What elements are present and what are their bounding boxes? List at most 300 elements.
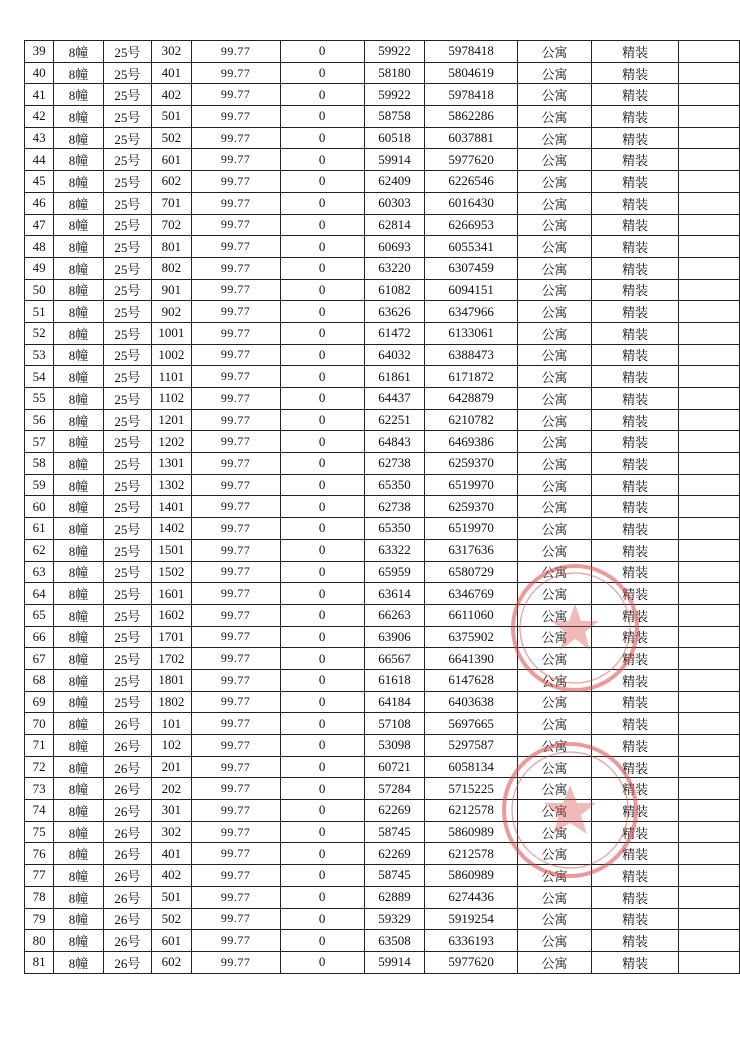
- area-cell: 99.77: [191, 691, 280, 713]
- unit-price-cell: 64843: [364, 431, 425, 453]
- table-row: [25, 496, 740, 518]
- building-cell: 8幢: [54, 171, 104, 193]
- ratio-cell: 0: [280, 496, 364, 518]
- room-cell: 201: [152, 756, 192, 778]
- unit-cell: 26号: [103, 821, 151, 843]
- unit-cell: 25号: [103, 453, 151, 475]
- usage-cell: 公寓: [517, 886, 591, 908]
- usage-cell: 公寓: [517, 930, 591, 952]
- building-cell: 8幢: [54, 713, 104, 735]
- unit-price-cell: 63508: [364, 930, 425, 952]
- building-cell: 8幢: [54, 409, 104, 431]
- usage-cell: 公寓: [517, 431, 591, 453]
- area-cell: 99.77: [191, 539, 280, 561]
- usage-cell: 公寓: [517, 322, 591, 344]
- remarks-cell: [679, 843, 740, 865]
- total-price-cell: 6226546: [425, 171, 518, 193]
- unit-cell: 25号: [103, 344, 151, 366]
- ratio-cell: 0: [280, 713, 364, 735]
- decoration-cell: 精装: [592, 778, 679, 800]
- row-number-cell: 48: [25, 236, 54, 258]
- row-number-cell: 62: [25, 539, 54, 561]
- decoration-cell: 精装: [592, 756, 679, 778]
- unit-price-cell: 59329: [364, 908, 425, 930]
- table-row: [25, 322, 740, 344]
- unit-price-cell: 58745: [364, 865, 425, 887]
- decoration-cell: 精装: [592, 192, 679, 214]
- ratio-cell: 0: [280, 756, 364, 778]
- area-cell: 99.77: [191, 192, 280, 214]
- unit-cell: 25号: [103, 301, 151, 323]
- unit-cell: 25号: [103, 366, 151, 388]
- unit-cell: 25号: [103, 388, 151, 410]
- room-cell: 802: [152, 257, 192, 279]
- building-cell: 8幢: [54, 257, 104, 279]
- room-cell: 102: [152, 735, 192, 757]
- usage-cell: 公寓: [517, 626, 591, 648]
- room-cell: 302: [152, 821, 192, 843]
- building-cell: 8幢: [54, 431, 104, 453]
- room-cell: 501: [152, 106, 192, 128]
- area-cell: 99.77: [191, 366, 280, 388]
- unit-price-cell: 59922: [364, 84, 425, 106]
- total-price-cell: 6317636: [425, 539, 518, 561]
- ratio-cell: 0: [280, 236, 364, 258]
- total-price-cell: 6388473: [425, 344, 518, 366]
- room-cell: 1302: [152, 474, 192, 496]
- unit-cell: 25号: [103, 214, 151, 236]
- building-cell: 8幢: [54, 41, 104, 63]
- remarks-cell: [679, 930, 740, 952]
- remarks-cell: [679, 279, 740, 301]
- decoration-cell: 精装: [592, 821, 679, 843]
- unit-cell: 26号: [103, 800, 151, 822]
- decoration-cell: 精装: [592, 648, 679, 670]
- remarks-cell: [679, 518, 740, 540]
- area-cell: 99.77: [191, 626, 280, 648]
- total-price-cell: 6336193: [425, 930, 518, 952]
- total-price-cell: 6212578: [425, 800, 518, 822]
- building-cell: 8幢: [54, 691, 104, 713]
- unit-cell: 25号: [103, 669, 151, 691]
- area-cell: 99.77: [191, 279, 280, 301]
- total-price-cell: 5919254: [425, 908, 518, 930]
- total-price-cell: 5715225: [425, 778, 518, 800]
- remarks-cell: [679, 474, 740, 496]
- unit-price-cell: 62889: [364, 886, 425, 908]
- room-cell: 202: [152, 778, 192, 800]
- total-price-cell: 6375902: [425, 626, 518, 648]
- total-price-cell: 6580729: [425, 561, 518, 583]
- unit-price-cell: 64184: [364, 691, 425, 713]
- unit-cell: 25号: [103, 561, 151, 583]
- row-number-cell: 43: [25, 127, 54, 149]
- room-cell: 502: [152, 908, 192, 930]
- unit-price-cell: 60721: [364, 756, 425, 778]
- unit-cell: 26号: [103, 756, 151, 778]
- room-cell: 602: [152, 951, 192, 973]
- table-row: [25, 431, 740, 453]
- total-price-cell: 5297587: [425, 735, 518, 757]
- unit-cell: 25号: [103, 171, 151, 193]
- total-price-cell: 6094151: [425, 279, 518, 301]
- building-cell: 8幢: [54, 474, 104, 496]
- remarks-cell: [679, 149, 740, 171]
- unit-cell: 26号: [103, 843, 151, 865]
- decoration-cell: 精装: [592, 301, 679, 323]
- remarks-cell: [679, 106, 740, 128]
- decoration-cell: 精装: [592, 431, 679, 453]
- unit-cell: 26号: [103, 713, 151, 735]
- remarks-cell: [679, 301, 740, 323]
- area-cell: 99.77: [191, 127, 280, 149]
- total-price-cell: 5860989: [425, 821, 518, 843]
- remarks-cell: [679, 583, 740, 605]
- usage-cell: 公寓: [517, 62, 591, 84]
- building-cell: 8幢: [54, 843, 104, 865]
- row-number-cell: 45: [25, 171, 54, 193]
- room-cell: 902: [152, 301, 192, 323]
- area-cell: 99.77: [191, 431, 280, 453]
- room-cell: 1301: [152, 453, 192, 475]
- ratio-cell: 0: [280, 626, 364, 648]
- table-row: [25, 409, 740, 431]
- table-row: [25, 474, 740, 496]
- decoration-cell: 精装: [592, 106, 679, 128]
- building-cell: 8幢: [54, 192, 104, 214]
- building-cell: 8幢: [54, 214, 104, 236]
- decoration-cell: 精装: [592, 626, 679, 648]
- ratio-cell: 0: [280, 322, 364, 344]
- usage-cell: 公寓: [517, 951, 591, 973]
- ratio-cell: 0: [280, 843, 364, 865]
- usage-cell: 公寓: [517, 713, 591, 735]
- table-row: [25, 192, 740, 214]
- ratio-cell: 0: [280, 648, 364, 670]
- total-price-cell: 6037881: [425, 127, 518, 149]
- unit-cell: 26号: [103, 865, 151, 887]
- unit-price-cell: 57108: [364, 713, 425, 735]
- remarks-cell: [679, 496, 740, 518]
- ratio-cell: 0: [280, 800, 364, 822]
- table-row: [25, 800, 740, 822]
- usage-cell: 公寓: [517, 539, 591, 561]
- row-number-cell: 72: [25, 756, 54, 778]
- building-cell: 8幢: [54, 279, 104, 301]
- remarks-cell: [679, 951, 740, 973]
- area-cell: 99.77: [191, 735, 280, 757]
- decoration-cell: 精装: [592, 41, 679, 63]
- decoration-cell: 精装: [592, 496, 679, 518]
- unit-cell: 26号: [103, 735, 151, 757]
- remarks-cell: [679, 84, 740, 106]
- decoration-cell: 精装: [592, 691, 679, 713]
- remarks-cell: [679, 453, 740, 475]
- total-price-cell: 6259370: [425, 496, 518, 518]
- total-price-cell: 5860989: [425, 865, 518, 887]
- unit-cell: 25号: [103, 192, 151, 214]
- area-cell: 99.77: [191, 214, 280, 236]
- table-row: [25, 821, 740, 843]
- row-number-cell: 68: [25, 669, 54, 691]
- area-cell: 99.77: [191, 604, 280, 626]
- room-cell: 1201: [152, 409, 192, 431]
- usage-cell: 公寓: [517, 257, 591, 279]
- usage-cell: 公寓: [517, 106, 591, 128]
- row-number-cell: 75: [25, 821, 54, 843]
- unit-price-cell: 66263: [364, 604, 425, 626]
- ratio-cell: 0: [280, 257, 364, 279]
- total-price-cell: 5697665: [425, 713, 518, 735]
- unit-price-cell: 63322: [364, 539, 425, 561]
- table-row: [25, 886, 740, 908]
- building-cell: 8幢: [54, 127, 104, 149]
- unit-price-cell: 64437: [364, 388, 425, 410]
- room-cell: 1401: [152, 496, 192, 518]
- remarks-cell: [679, 539, 740, 561]
- usage-cell: 公寓: [517, 127, 591, 149]
- unit-price-cell: 57284: [364, 778, 425, 800]
- usage-cell: 公寓: [517, 344, 591, 366]
- area-cell: 99.77: [191, 865, 280, 887]
- table-row: [25, 735, 740, 757]
- area-cell: 99.77: [191, 843, 280, 865]
- unit-cell: 25号: [103, 604, 151, 626]
- unit-price-cell: 63626: [364, 301, 425, 323]
- unit-cell: 26号: [103, 930, 151, 952]
- ratio-cell: 0: [280, 561, 364, 583]
- ratio-cell: 0: [280, 388, 364, 410]
- decoration-cell: 精装: [592, 800, 679, 822]
- unit-cell: 25号: [103, 691, 151, 713]
- unit-cell: 25号: [103, 496, 151, 518]
- room-cell: 101: [152, 713, 192, 735]
- row-number-cell: 54: [25, 366, 54, 388]
- area-cell: 99.77: [191, 409, 280, 431]
- ratio-cell: 0: [280, 214, 364, 236]
- building-cell: 8幢: [54, 453, 104, 475]
- decoration-cell: 精装: [592, 669, 679, 691]
- table-row: [25, 561, 740, 583]
- unit-cell: 25号: [103, 236, 151, 258]
- decoration-cell: 精装: [592, 84, 679, 106]
- row-number-cell: 41: [25, 84, 54, 106]
- table-row: [25, 214, 740, 236]
- total-price-cell: 6611060: [425, 604, 518, 626]
- table-row: [25, 930, 740, 952]
- total-price-cell: 5977620: [425, 149, 518, 171]
- usage-cell: 公寓: [517, 388, 591, 410]
- decoration-cell: 精装: [592, 474, 679, 496]
- total-price-cell: 6147628: [425, 669, 518, 691]
- total-price-cell: 6274436: [425, 886, 518, 908]
- unit-price-cell: 62251: [364, 409, 425, 431]
- unit-price-cell: 58745: [364, 821, 425, 843]
- decoration-cell: 精装: [592, 865, 679, 887]
- room-cell: 1501: [152, 539, 192, 561]
- row-number-cell: 74: [25, 800, 54, 822]
- usage-cell: 公寓: [517, 908, 591, 930]
- decoration-cell: 精装: [592, 583, 679, 605]
- row-number-cell: 42: [25, 106, 54, 128]
- ratio-cell: 0: [280, 930, 364, 952]
- room-cell: 1101: [152, 366, 192, 388]
- unit-price-cell: 59914: [364, 951, 425, 973]
- total-price-cell: 5862286: [425, 106, 518, 128]
- row-number-cell: 53: [25, 344, 54, 366]
- area-cell: 99.77: [191, 84, 280, 106]
- unit-price-cell: 62814: [364, 214, 425, 236]
- ratio-cell: 0: [280, 453, 364, 475]
- unit-cell: 25号: [103, 84, 151, 106]
- ratio-cell: 0: [280, 735, 364, 757]
- total-price-cell: 6403638: [425, 691, 518, 713]
- row-number-cell: 73: [25, 778, 54, 800]
- area-cell: 99.77: [191, 800, 280, 822]
- unit-price-cell: 60303: [364, 192, 425, 214]
- room-cell: 401: [152, 843, 192, 865]
- room-cell: 501: [152, 886, 192, 908]
- area-cell: 99.77: [191, 648, 280, 670]
- remarks-cell: [679, 322, 740, 344]
- room-cell: 1701: [152, 626, 192, 648]
- unit-price-cell: 61082: [364, 279, 425, 301]
- row-number-cell: 67: [25, 648, 54, 670]
- table-row: [25, 127, 740, 149]
- building-cell: 8幢: [54, 735, 104, 757]
- total-price-cell: 6428879: [425, 388, 518, 410]
- building-cell: 8幢: [54, 496, 104, 518]
- ratio-cell: 0: [280, 886, 364, 908]
- area-cell: 99.77: [191, 106, 280, 128]
- area-cell: 99.77: [191, 453, 280, 475]
- table-row: [25, 539, 740, 561]
- row-number-cell: 60: [25, 496, 54, 518]
- table-row: [25, 149, 740, 171]
- room-cell: 1502: [152, 561, 192, 583]
- room-cell: 402: [152, 865, 192, 887]
- building-cell: 8幢: [54, 930, 104, 952]
- ratio-cell: 0: [280, 149, 364, 171]
- ratio-cell: 0: [280, 344, 364, 366]
- row-number-cell: 63: [25, 561, 54, 583]
- ratio-cell: 0: [280, 669, 364, 691]
- decoration-cell: 精装: [592, 951, 679, 973]
- building-cell: 8幢: [54, 62, 104, 84]
- decoration-cell: 精装: [592, 539, 679, 561]
- unit-cell: 25号: [103, 127, 151, 149]
- ratio-cell: 0: [280, 778, 364, 800]
- ratio-cell: 0: [280, 604, 364, 626]
- table-row: [25, 908, 740, 930]
- area-cell: 99.77: [191, 496, 280, 518]
- unit-cell: 25号: [103, 279, 151, 301]
- remarks-cell: [679, 214, 740, 236]
- row-number-cell: 57: [25, 431, 54, 453]
- remarks-cell: [679, 366, 740, 388]
- table-row: [25, 279, 740, 301]
- total-price-cell: 5978418: [425, 84, 518, 106]
- remarks-cell: [679, 669, 740, 691]
- usage-cell: 公寓: [517, 192, 591, 214]
- unit-price-cell: 58180: [364, 62, 425, 84]
- building-cell: 8幢: [54, 106, 104, 128]
- unit-price-cell: 61472: [364, 322, 425, 344]
- usage-cell: 公寓: [517, 366, 591, 388]
- remarks-cell: [679, 409, 740, 431]
- remarks-cell: [679, 62, 740, 84]
- room-cell: 1802: [152, 691, 192, 713]
- row-number-cell: 61: [25, 518, 54, 540]
- area-cell: 99.77: [191, 713, 280, 735]
- row-number-cell: 55: [25, 388, 54, 410]
- decoration-cell: 精装: [592, 257, 679, 279]
- unit-cell: 25号: [103, 322, 151, 344]
- total-price-cell: 5804619: [425, 62, 518, 84]
- unit-price-cell: 62409: [364, 171, 425, 193]
- decoration-cell: 精装: [592, 236, 679, 258]
- total-price-cell: 6133061: [425, 322, 518, 344]
- usage-cell: 公寓: [517, 865, 591, 887]
- unit-cell: 25号: [103, 409, 151, 431]
- total-price-cell: 6519970: [425, 518, 518, 540]
- building-cell: 8幢: [54, 301, 104, 323]
- ratio-cell: 0: [280, 279, 364, 301]
- area-cell: 99.77: [191, 756, 280, 778]
- table-row: [25, 171, 740, 193]
- building-cell: 8幢: [54, 865, 104, 887]
- row-number-cell: 80: [25, 930, 54, 952]
- building-cell: 8幢: [54, 908, 104, 930]
- usage-cell: 公寓: [517, 778, 591, 800]
- decoration-cell: 精装: [592, 518, 679, 540]
- total-price-cell: 5977620: [425, 951, 518, 973]
- table-row: [25, 691, 740, 713]
- usage-cell: 公寓: [517, 301, 591, 323]
- decoration-cell: 精装: [592, 735, 679, 757]
- table-row: [25, 713, 740, 735]
- unit-cell: 26号: [103, 908, 151, 930]
- ratio-cell: 0: [280, 192, 364, 214]
- usage-cell: 公寓: [517, 691, 591, 713]
- building-cell: 8幢: [54, 84, 104, 106]
- usage-cell: 公寓: [517, 561, 591, 583]
- usage-cell: 公寓: [517, 800, 591, 822]
- table-row: [25, 366, 740, 388]
- building-cell: 8幢: [54, 669, 104, 691]
- table-row: [25, 626, 740, 648]
- unit-price-cell: 65959: [364, 561, 425, 583]
- unit-price-cell: 62269: [364, 843, 425, 865]
- ratio-cell: 0: [280, 951, 364, 973]
- room-cell: 1202: [152, 431, 192, 453]
- decoration-cell: 精装: [592, 127, 679, 149]
- table-row: [25, 669, 740, 691]
- area-cell: 99.77: [191, 41, 280, 63]
- decoration-cell: 精装: [592, 409, 679, 431]
- remarks-cell: [679, 236, 740, 258]
- remarks-cell: [679, 171, 740, 193]
- usage-cell: 公寓: [517, 518, 591, 540]
- ratio-cell: 0: [280, 41, 364, 63]
- unit-cell: 26号: [103, 951, 151, 973]
- ratio-cell: 0: [280, 518, 364, 540]
- remarks-cell: [679, 257, 740, 279]
- total-price-cell: 6266953: [425, 214, 518, 236]
- total-price-cell: 5978418: [425, 41, 518, 63]
- unit-cell: 25号: [103, 257, 151, 279]
- row-number-cell: 58: [25, 453, 54, 475]
